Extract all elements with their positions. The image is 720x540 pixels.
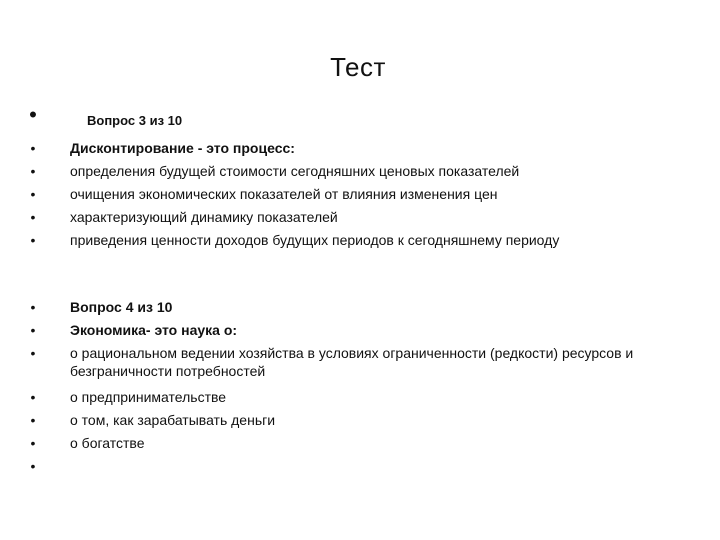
answer-option: о предпринимательстве [70, 389, 227, 405]
answer-option: о том, как зарабатывать деньги [70, 412, 276, 428]
answer-option: о богатстве [70, 435, 145, 451]
bullet: • [30, 163, 36, 179]
question-3-text: Дисконтирование - это процесс: [70, 140, 295, 156]
bullet: • [30, 140, 36, 156]
answer-option: определения будущей стоимости сегодняшних ценовых показателей [70, 163, 520, 179]
bullet: • [30, 299, 36, 315]
bullet: • [30, 458, 36, 474]
answer-option: характеризующий динамику показателей [70, 209, 338, 225]
answer-option: о рациональном ведении хозяйства в условиях ограниченности (редкости) ресурсов и безграничности потребностей [70, 345, 634, 379]
answer-option: приведения ценности доходов будущих периодов к сегодняшнему периоду [70, 232, 560, 248]
bullet: • [29, 102, 37, 127]
bullet: • [30, 209, 36, 225]
slide-title [0, 52, 720, 83]
question-4-text: Экономика- это наука о: [70, 322, 238, 338]
slide-title-text: Тест [330, 52, 386, 82]
bullet: • [30, 232, 36, 248]
bullet: • [30, 186, 36, 202]
bullet: • [30, 389, 36, 405]
bullet: • [30, 345, 36, 361]
question-4-header: Вопрос 4 из 10 [70, 299, 173, 315]
answer-option: очищения экономических показателей от влияния изменения цен [70, 186, 498, 202]
bullet: • [30, 435, 36, 451]
bullet: • [30, 322, 36, 338]
question-3-header: Вопрос 3 из 10 [87, 113, 183, 128]
bullet: • [30, 412, 36, 428]
